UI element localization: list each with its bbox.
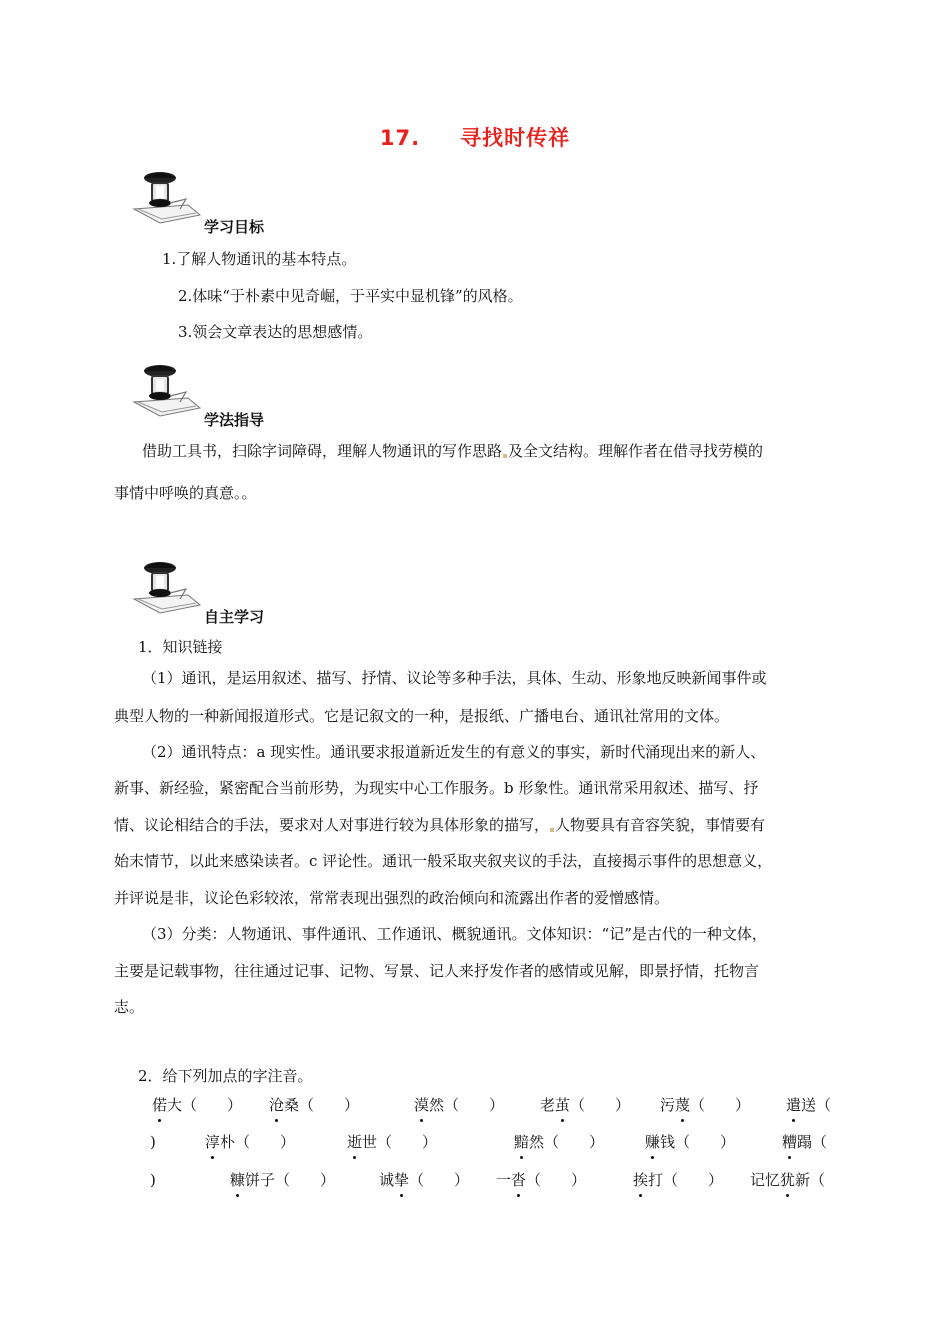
close-paren: ) — [150, 1133, 156, 1151]
lantern-icon — [130, 165, 202, 225]
dotted-char: 蔑 — [675, 1096, 691, 1114]
word-item — [660, 1095, 750, 1115]
goal-item-2: 2.体味“于朴素中见奇崛，于平实中显机锋”的风格。 — [178, 287, 523, 305]
p3-line-1: （3）分类：人物通讯、事件通讯、工作通讯、概貌通讯。文体知识：“记”是古代的一种文体， — [142, 925, 767, 943]
p2-line-2: 新事、新经验，紧密配合当前形势，为现实中心工作服务。b 形象性。通讯常采用叙述、描写、抒 — [114, 779, 759, 797]
p3-line-3: 志。 — [114, 998, 145, 1016]
dotted-char: 沧 — [269, 1096, 285, 1114]
method-line-2: 事情中呼唤的真意。。 — [114, 484, 257, 502]
dotted-char: 漠 — [414, 1096, 430, 1114]
title-number: 17. — [379, 126, 421, 150]
dotted-char: 遣 — [786, 1096, 802, 1114]
word-item — [633, 1170, 723, 1190]
word-item — [786, 1095, 831, 1115]
close-paren: ) — [150, 1171, 156, 1189]
method-line-1: 借助工具书，扫除字词障碍，理解人物通讯的写作思路 及全文结构。理解作者在借寻找劳模的 — [142, 442, 764, 460]
dotted-char: 糟 — [782, 1133, 798, 1151]
word-part: 老 — [540, 1096, 556, 1114]
ink-speck — [503, 454, 507, 458]
word-part: （ ） — [570, 1096, 631, 1114]
word-item — [205, 1132, 295, 1152]
word-item — [514, 1132, 604, 1152]
p2-line-4: 始末情节，以此来感染读者。c 评论性。通讯一般采取夹叙夹议的手法，直接揭示事件的思想意义， — [114, 852, 773, 870]
dotted-char: 犹 — [780, 1171, 796, 1189]
dotted-char: 沓 — [511, 1171, 527, 1189]
p3-line-2: 主要是记载事物，往往通过记事、记物、写景、记人来抒发作者的感情或见解，即景抒情，托物言 — [114, 962, 760, 980]
word-item — [496, 1170, 586, 1190]
dotted-char: 淳 — [205, 1133, 221, 1151]
ink-speck — [550, 828, 554, 832]
title-text: 寻找时传祥 — [460, 126, 571, 150]
dotted-char: 逝 — [347, 1133, 363, 1151]
word-item — [379, 1170, 469, 1190]
word-part: （ ） — [690, 1096, 751, 1114]
word-part: 记忆 — [750, 1171, 781, 1189]
goal-item-3: 3.领会文章表达的思想感情。 — [178, 323, 373, 341]
word-part: 打（ ） — [648, 1171, 724, 1189]
word-item — [540, 1095, 630, 1115]
word-item — [347, 1132, 437, 1152]
knowledge-link-title: 1．知识链接 — [138, 638, 223, 656]
dotted-char: 挨 — [633, 1171, 649, 1189]
p1-line-2: 典型人物的一种新闻报道形式。它是记叙文的一种，是报纸、广播电台、通讯社常用的文体。 — [114, 707, 730, 725]
pinyin-exercise-title: 2．给下列加点的字注音。 — [138, 1067, 313, 1085]
dotted-char: 赚 — [645, 1133, 661, 1151]
word-part: 新（ — [795, 1171, 826, 1189]
word-part: 然（ ） — [529, 1133, 605, 1151]
word-part: 诚 — [379, 1171, 395, 1189]
p2-line-5: 并评说是非，议论色彩较浓，常常表现出强烈的政治倾向和流露出作者的爱憎感情。 — [114, 889, 670, 907]
page-title — [0, 122, 950, 152]
word-part: 饼子（ ） — [245, 1171, 336, 1189]
lantern-icon — [130, 555, 202, 615]
word-part: 送（ — [801, 1096, 832, 1114]
lantern-icon — [130, 358, 202, 418]
word-part: 蹋（ — [797, 1133, 828, 1151]
dotted-char: 黯 — [514, 1133, 530, 1151]
word-part: 朴（ ） — [220, 1133, 296, 1151]
word-part: 污 — [660, 1096, 676, 1114]
p2-line-1: （2）通讯特点：a 现实性。通讯要求报道新近发生的有意义的事实，新时代涌现出来的新人、 — [142, 743, 766, 761]
word-item — [414, 1095, 504, 1115]
word-part: 钱（ ） — [660, 1133, 736, 1151]
word-part: （ ） — [409, 1171, 470, 1189]
section-goals-heading: 学习目标 — [204, 218, 265, 236]
p1-line-1: （1）通讯，是运用叙述、描写、抒情、议论等多种手法，具体、生动、形象地反映新闻事件或 — [142, 669, 767, 687]
dotted-char: 糠 — [230, 1171, 246, 1189]
word-item — [152, 1095, 242, 1115]
word-item — [645, 1132, 735, 1152]
word-item — [750, 1170, 825, 1190]
word-part: 大（ ） — [167, 1096, 243, 1114]
word-item — [230, 1170, 335, 1190]
section-method-heading: 学法指导 — [204, 411, 265, 429]
word-part: 桑（ ） — [284, 1096, 360, 1114]
word-part: 一 — [496, 1171, 512, 1189]
dotted-char: 茧 — [555, 1096, 571, 1114]
dotted-char: 挚 — [394, 1171, 410, 1189]
word-part: （ ） — [526, 1171, 587, 1189]
word-part: 世（ ） — [362, 1133, 438, 1151]
section-self-heading: 自主学习 — [204, 608, 265, 626]
goal-item-1: 1.了解人物通讯的基本特点。 — [162, 250, 357, 268]
dotted-char: 偌 — [152, 1096, 168, 1114]
word-item — [782, 1132, 827, 1152]
word-item — [269, 1095, 359, 1115]
word-part: 然（ ） — [429, 1096, 505, 1114]
p2-line-3: 情、议论相结合的手法，要求对人对事进行较为具体形象的描写， 人物要具有音容笑貌，事情要有 — [114, 816, 766, 834]
